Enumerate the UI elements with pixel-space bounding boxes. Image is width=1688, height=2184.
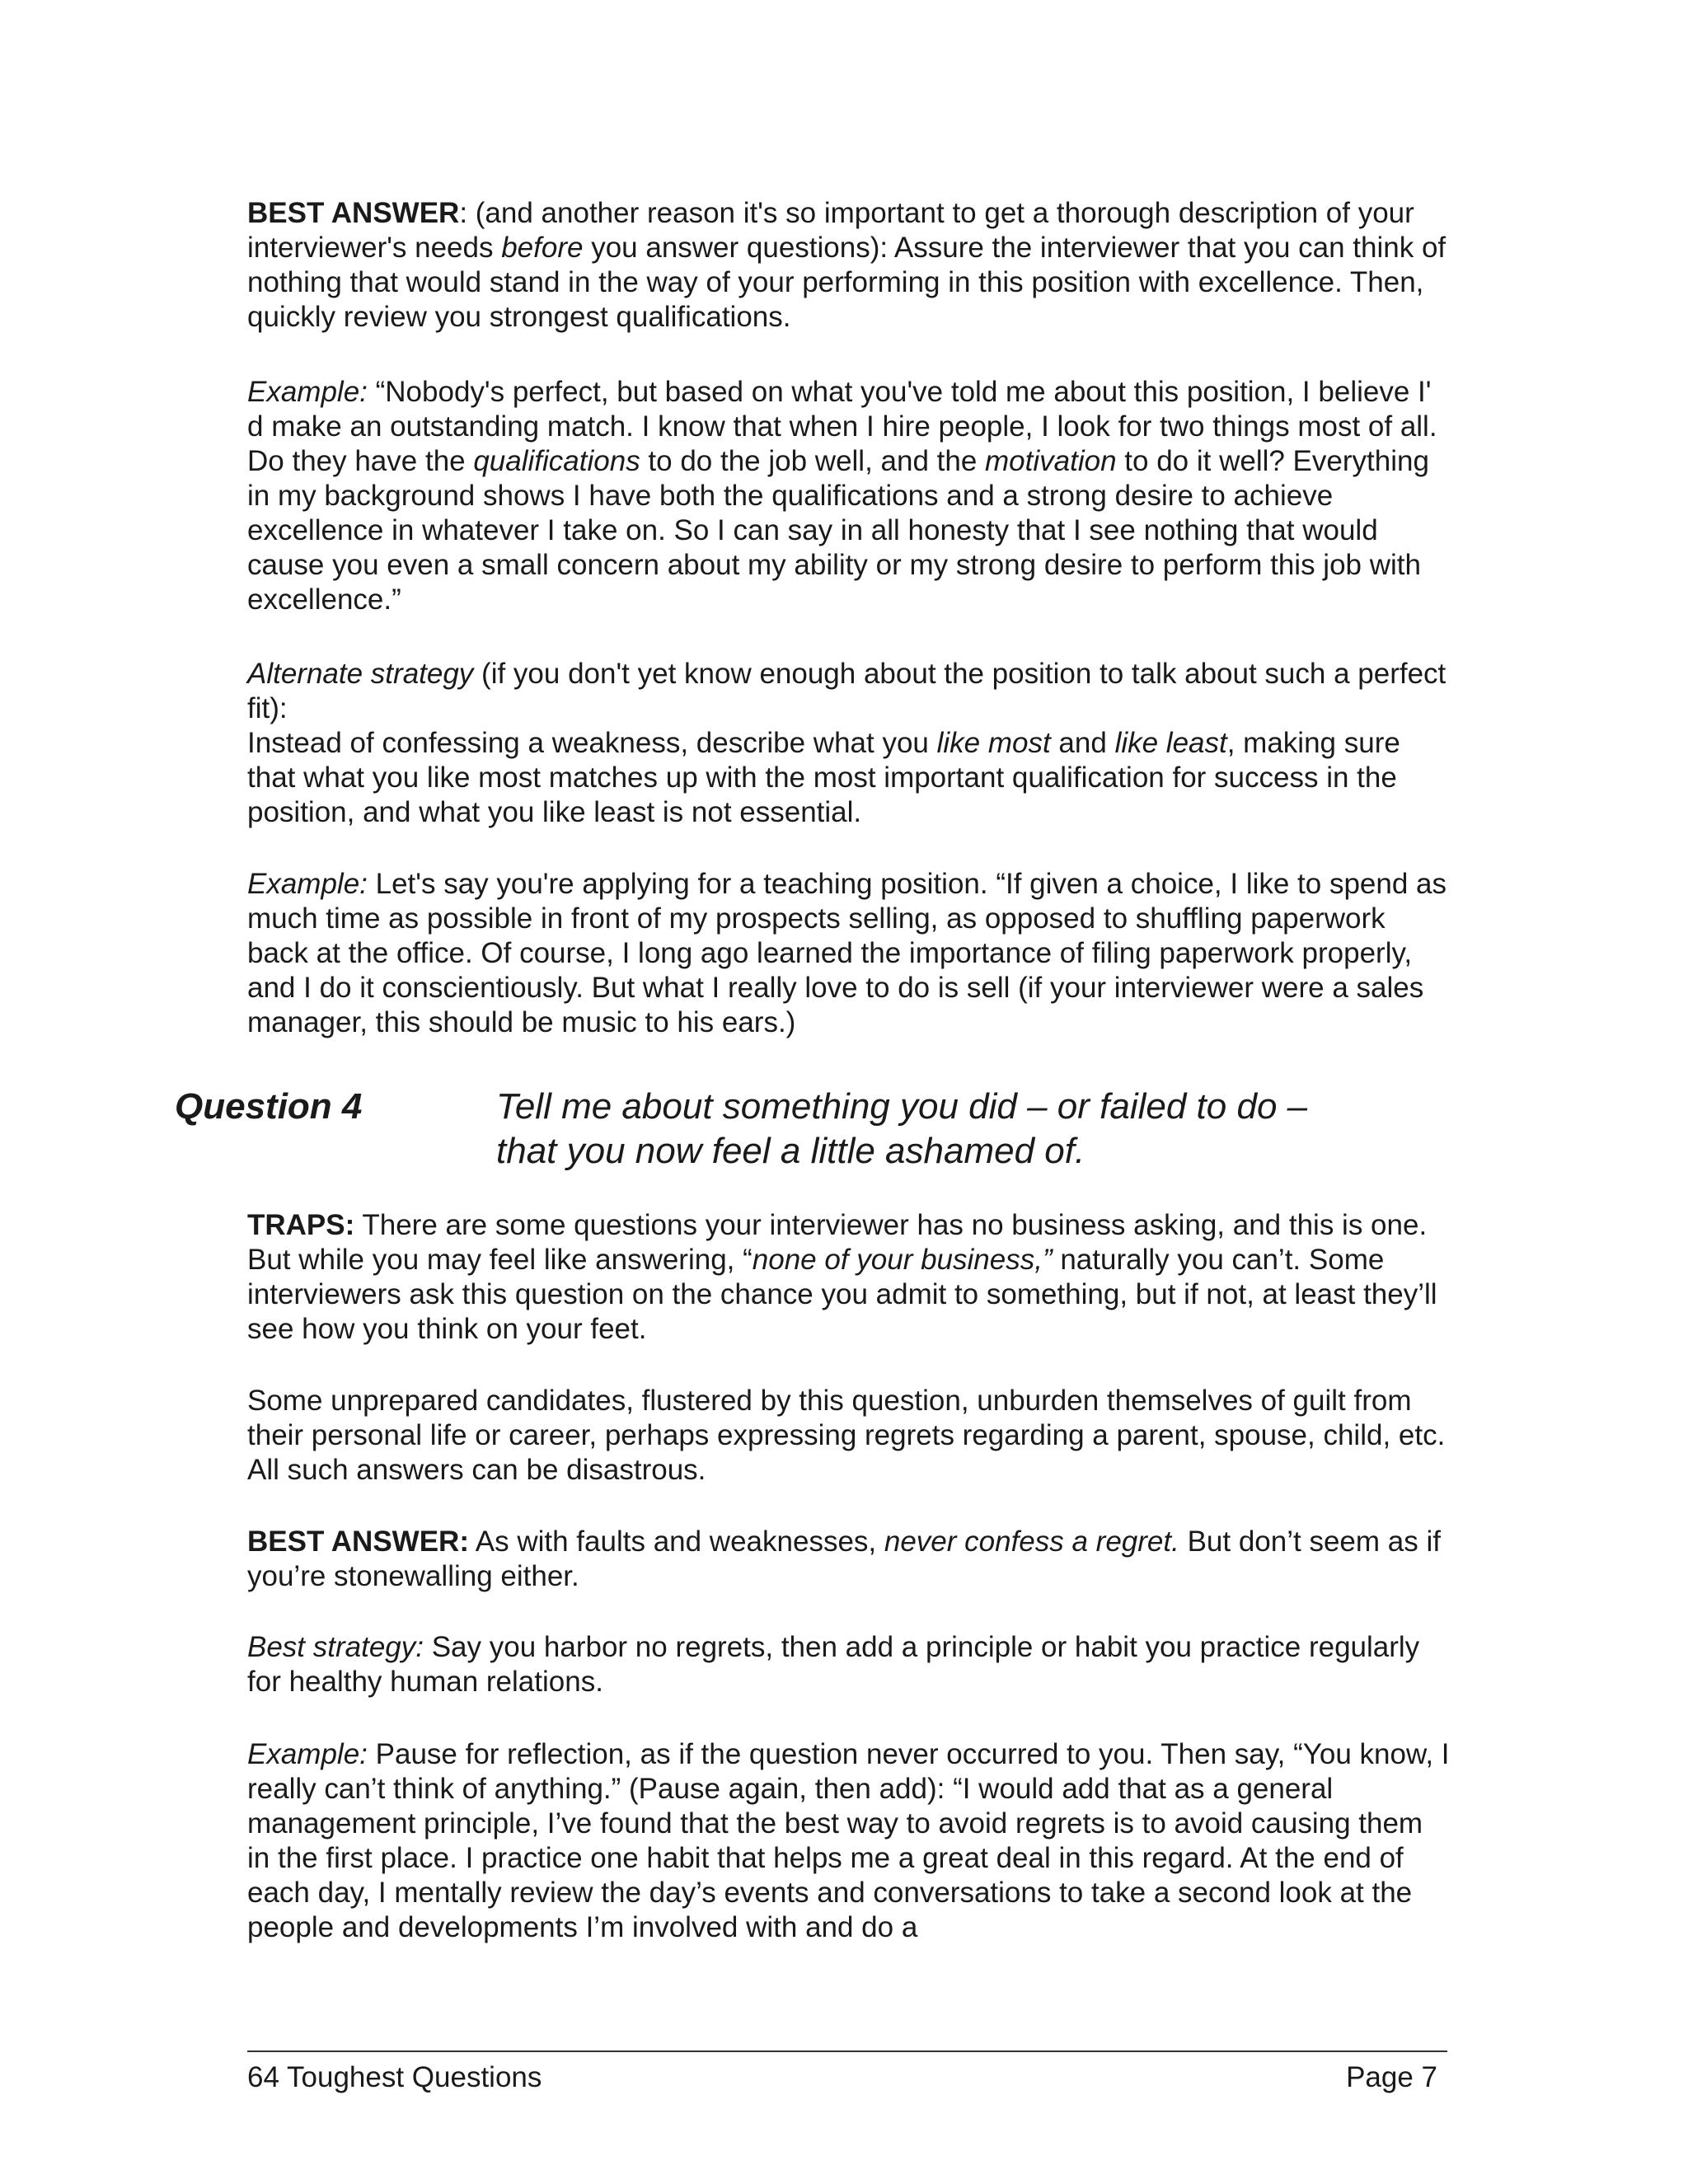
best-answer-paragraph-1 — [247, 196, 1451, 335]
best-answer-paragraph-2 — [247, 1525, 1451, 1594]
question-line: that you now feel a little ashamed of. — [496, 1131, 1085, 1171]
text: and — [1050, 727, 1115, 759]
text: naturally you can’t. Some interviewers ask this question on the chance you admit to something, but if not, at least they’ll see how you think on your feet. — [247, 1244, 1437, 1345]
paragraph — [247, 375, 1451, 617]
emphasis: never confess a regret. — [884, 1526, 1179, 1558]
footer-divider — [247, 2050, 1447, 2052]
text: to do it well? Everything in my background shows I have both the qualifications and a strong desire to achieve excellence in whatever I take on. So I can say in all honesty that I see nothing that would cause you even a small concern about my ability or my strong desire to perform this job with excellence.” — [247, 445, 1429, 616]
paragraph — [247, 1630, 1451, 1699]
paragraph — [247, 1208, 1451, 1347]
paragraph — [247, 1525, 1451, 1594]
example-label: Example: — [247, 376, 368, 408]
alternate-strategy-label: Alternate strategy — [247, 658, 474, 690]
best-answer-label: BEST ANSWER — [247, 197, 460, 229]
emphasis: none of your business,” — [752, 1244, 1053, 1276]
text: to do the job well, and the — [640, 445, 986, 477]
text: , making sure that what you like most matches up with the most important qualification for success in the position, and what you like least is not essential. — [247, 727, 1400, 828]
footer-title: 64 Toughest Questions — [247, 2061, 542, 2093]
traps-label: TRAPS: — [247, 1209, 355, 1241]
example-label: Example: — [247, 868, 368, 900]
emphasis: motivation — [985, 445, 1117, 477]
question-line: Tell me about something you did – or failed to do – — [496, 1086, 1308, 1127]
paragraph — [247, 1384, 1451, 1488]
page-number: Page 7 — [1346, 2061, 1437, 2093]
text: But don’t seem as if you’re stonewalling either. — [247, 1526, 1441, 1592]
example-paragraph-1 — [247, 375, 1451, 617]
text: Pause for reflection, as if the question never occurred to you. Then say, “You know, I really can’t think of anything.” (Pause again, then add): “I would add that as a general management principle, I’ve found that the best way to avoid regrets is to avoid causing them in the first place. I practice one habit that helps me a great deal in this regard. At the end of each day, I mentally review the day’s events and conversations to take a second look at the people and developments I’m involved with and do a — [247, 1738, 1450, 1943]
traps-paragraph — [247, 1208, 1451, 1347]
text: : (and another reason it's so important to get a thorough description of your interviewer's needs — [247, 197, 1414, 264]
text: Some unprepared candidates, flustered by this question, unburden themselves of guilt from their personal life or career, perhaps expressing regrets regarding a parent, spouse, child, etc. All such answers can be disastrous. — [247, 1385, 1446, 1486]
paragraph — [247, 1737, 1451, 1945]
paragraph — [247, 867, 1451, 1040]
paragraph — [247, 726, 1451, 830]
paragraph — [247, 196, 1451, 335]
best-strategy-paragraph — [247, 1630, 1451, 1699]
question-number: Question 4 — [175, 1086, 363, 1127]
alternate-strategy-paragraph — [247, 657, 1451, 830]
text: There are some questions your interviewer has no business asking, and this is one. But while you may feel like answering, “ — [247, 1209, 1428, 1276]
text: Say you harbor no regrets, then add a principle or habit you practice regularly for healthy human relations. — [247, 1631, 1420, 1698]
text: Instead of confessing a weakness, describe what you — [247, 727, 937, 759]
text: “Nobody's perfect, but based on what you've told me about this position, I believe I' d make an outstanding match. I know that when I hire people, I look for two things most of all. Do they have the — [247, 376, 1437, 477]
emphasis: before — [501, 232, 584, 264]
question-text — [496, 1085, 1452, 1174]
emphasis: like most — [936, 727, 1051, 759]
unprepared-candidates-paragraph — [247, 1384, 1451, 1488]
example-paragraph-2 — [247, 867, 1451, 1040]
text: As with faults and weaknesses, — [468, 1526, 884, 1558]
text: (if you don't yet know enough about the position to talk about such a perfect fit): — [247, 658, 1447, 724]
best-answer-label: BEST ANSWER: — [247, 1526, 469, 1558]
emphasis: qualifications — [473, 445, 640, 477]
example-paragraph-3 — [247, 1737, 1451, 1945]
paragraph — [247, 657, 1451, 726]
text: Let's say you're applying for a teaching position. “If given a choice, I like to spend as much time as possible in front of my prospects selling, as opposed to shuffling paperwork back at the office. Of course, I long ago learned the importance of filing paperwork properly, and I do it conscientiously. But what I really love to do is sell (if your interviewer were a sales manager, this should be music to his ears.) — [247, 868, 1447, 1038]
best-strategy-label: Best strategy: — [247, 1631, 424, 1663]
emphasis: like least — [1114, 727, 1227, 759]
text: you answer questions): Assure the interviewer that you can think of nothing that would stand in the way of your performing in this position with excellence. Then, quickly review you strongest qualifications. — [247, 232, 1447, 333]
example-label: Example: — [247, 1738, 368, 1770]
